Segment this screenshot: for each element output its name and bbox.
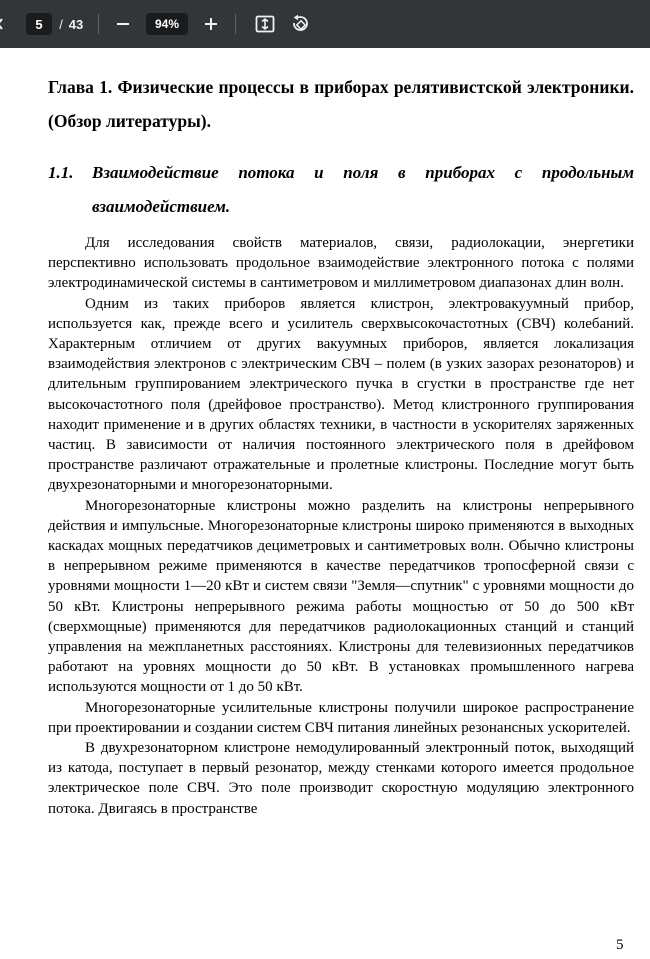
zoom-in-button[interactable] [199,12,223,36]
toolbar-divider [98,14,99,34]
page-total: 43 [68,16,84,32]
paragraph: Многорезонаторные усилительные клистроны получили широкое распространение при проектировании и создании систем СВЧ питания линейных резонансных ускорителей. [48,699,634,736]
paragraph: Для исследования свойств материалов, связи, радиолокации, энергетики перспективно использовать продольное взаимодействие электронного потока с полями электродинамической системы в сантиметровом и миллиметровом диапазонах длин волн. [48,235,634,292]
page-number-input[interactable]: 5 [26,13,52,35]
zoom-input[interactable]: 94% [146,13,188,35]
rotate-icon [290,14,310,34]
plus-icon [204,17,218,31]
chapter-title: Глава 1. Физические процессы в приборах релятивистской электроники.(Обзор литературы). [48,77,634,131]
pdf-toolbar [0,0,650,48]
paragraph: В двухрезонаторном клистроне немодулированный электронный поток, выходящий из катода, поступает в первый резонатор, между стенками которого имеется продольное электрическое поле СВЧ. Это поле производит скоростную модуляцию электронного потока. Двигаясь в пространстве [48,740,634,817]
fit-page-icon [255,15,275,33]
section-title: Взаимодействие потока и поля в приборах с продольным взаимодействием. [92,163,634,216]
body-text [48,233,634,819]
minus-icon [116,17,130,31]
page-number: 5 [616,937,624,953]
fit-page-button[interactable] [253,12,277,36]
paragraph: Одним из таких приборов является клистрон, электровакуумный прибор, используется как, прежде всего и усилитель сверхвысокочастотных (СВЧ) колебаний. Характерным отличием от других вакуумных приборов, является локализация взаимодействия электронов с электрическим СВЧ – полем (в узких зазорах резонаторов) и длительным группированием электрического пучка в сгустки в пространстве где нет высокочастотного поля (дрейфовое пространство). Метод клистронного группирования находит применение и в других областях техники, в частности в ускорителях заряженных частиц. В зависимости от наличия постоянного электрического поля в дрейфовом пространстве различают отражательные и пролетные клистроны. Последние могут быть двухрезонаторными и многорезонаторными. [48,295,634,494]
section-number: 1.1. [48,163,74,182]
page-separator: / [59,16,63,32]
toolbar-divider [235,14,236,34]
chevron-left-icon[interactable] [0,18,4,30]
rotate-button[interactable] [288,12,312,36]
document-page [0,48,650,959]
zoom-out-button[interactable] [111,12,135,36]
paragraph: Многорезонаторные клистроны можно разделить на клистроны непрерывного действия и импульсные. Многорезонаторные клистроны широко применяются в выходных каскадах мощных передатчиков дециметровых и сантиметровых волн. Обычно клистроны в непрерывном режиме применяются в качестве передатчиков тропосферной связи с уровнями мощности 1—20 кВт и систем связи "Земля—спутник" с уровнями мощности до 50 кВт. Клистроны непрерывного режима работы мощностью от 50 до 500 кВт (сверхмощные) применяются для передатчиков радиолокационных станций и станций управления на межпланетных расстояниях. Клистроны для телевизионных передатчиков работают на уровнях мощности до 50 кВт. В установках промышленного нагрева используются мощности от 1 до 50 кВт. [48,497,634,696]
